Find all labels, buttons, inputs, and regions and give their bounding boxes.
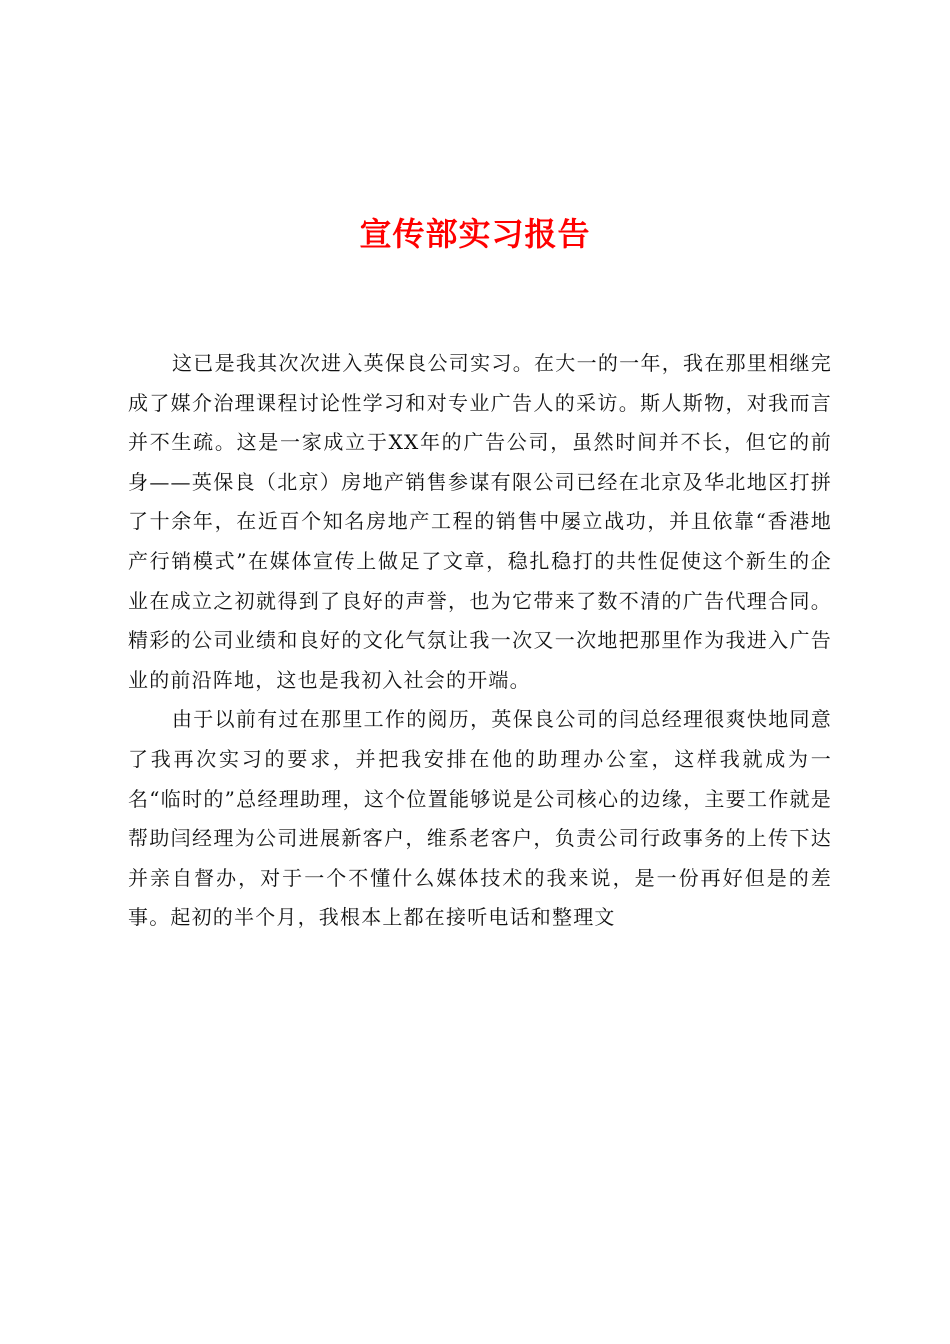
paragraph-2: 由于以前有过在那里工作的阅历，英保良公司的闫总经理很爽快地同意了我再次实习的要求，并把我安排在他的助理办公室，这样我就成为一名“临时的”总经理助理，这个位置能够说是公司核心的边缘，主要工作就是帮助闫经理为公司进展新客户，维系老客户，负责公司行政事务的上传下达并亲自督办，对于一个不懂什么媒体技术的我来说，是一份再好但是的差事。起初的半个月，我根本上都在接听电话和整理文 bbox=[128, 707, 832, 930]
document-body bbox=[128, 344, 832, 938]
document-title: 宣传部实习报告 bbox=[359, 215, 591, 253]
paragraph-1: 这已是我其次次进入英保良公司实习。在大一的一年，我在那里相继完成了媒介治理课程讨论性学习和对专业广告人的采访。斯人斯物，对我而言并不生疏。这是一家成立于XX年的广告公司，虽然时间并不长，但它的前身——英保良（北京）房地产销售参谋有限公司已经在北京及华北地区打拼了十余年，在近百个知名房地产工程的销售中屡立战功，并且依靠“香港地产行销模式”在媒体宣传上做足了文章，稳扎稳打的共性促使这个新生的企业在成立之初就得到了良好的声誉，也为它带来了数不清的广告代理合同。精彩的公司业绩和良好的文化气氛让我一次又一次地把那里作为我进入广告业的前沿阵地，这也是我初入社会的开端。 bbox=[128, 351, 832, 692]
